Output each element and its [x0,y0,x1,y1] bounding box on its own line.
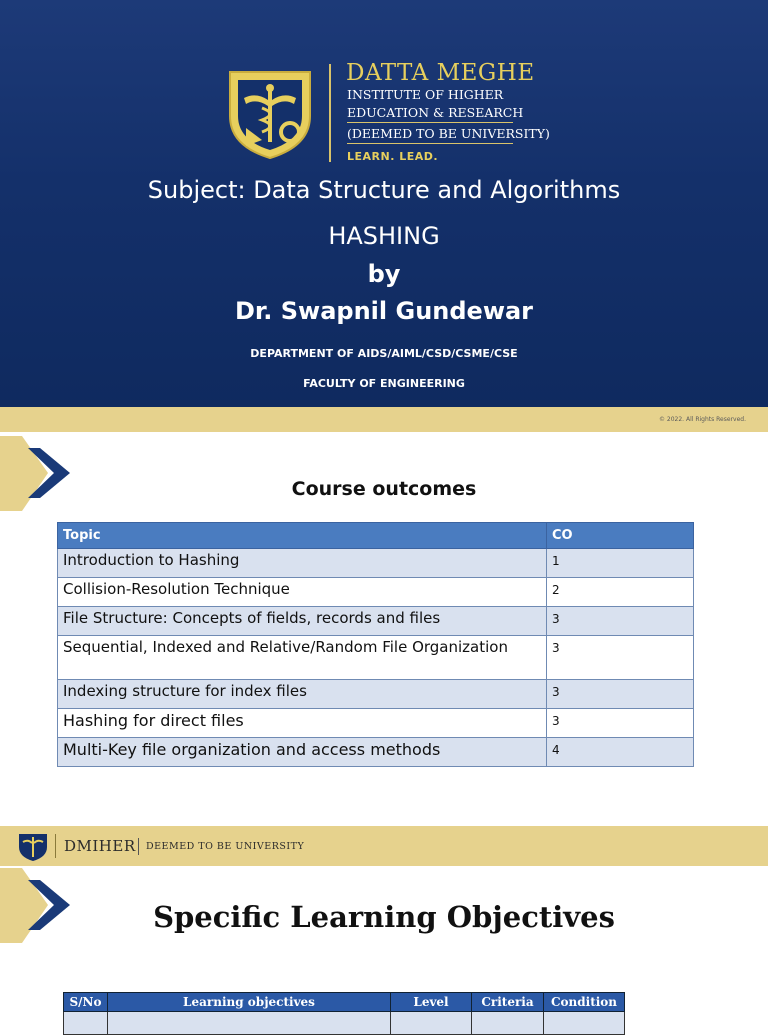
table-row [58,738,694,767]
header-criteria: Criteria [472,993,544,1012]
header-co: CO [547,523,694,549]
topic-cell: Introduction to Hashing [58,549,547,578]
table-row [58,549,694,578]
table-header-row [64,993,625,1012]
empty-cell [472,1012,544,1035]
university-crest-icon [226,68,314,160]
learning-objectives-table [63,992,625,1035]
co-cell: 2 [547,578,694,607]
footer-divider [55,834,56,858]
table-row [58,636,694,680]
table-row [64,1012,625,1035]
co-cell: 3 [547,709,694,738]
co-cell: 1 [547,549,694,578]
course-outcomes-table [57,522,694,767]
by-text: by [367,260,401,288]
topic-cell: Sequential, Indexed and Relative/Random File Organization [58,636,547,680]
footer-subtitle: DEEMED TO BE UNIVERSITY [146,841,305,852]
faculty-text: FACULTY OF ENGINEERING [303,377,465,390]
copyright-text: © 2022. All Rights Reserved. [658,416,746,423]
logo-line-3: (DEEMED TO BE UNIVERSITY) [347,126,550,141]
footer-divider [138,838,139,855]
topic-cell: File Structure: Concepts of fields, records and files [58,607,547,636]
empty-cell [544,1012,625,1035]
university-crest-icon [16,832,50,862]
learning-objectives-title: Specific Learning Objectives [153,900,615,934]
logo-tagline: LEARN. LEAD. [347,150,439,163]
title-slide [0,0,768,407]
table-row [58,578,694,607]
topic-cell: Hashing for direct files [58,709,547,738]
table-row [58,680,694,709]
department-text: DEPARTMENT OF AIDS/AIML/CSD/CSME/CSE [250,347,518,360]
header-learning-objectives: Learning objectives [108,993,391,1012]
header-sno: S/No [64,993,108,1012]
logo-name: DATTA MEGHE [346,60,535,86]
course-outcomes-title: Course outcomes [291,478,477,500]
logo-rule-top [347,122,513,123]
co-cell: 4 [547,738,694,767]
empty-cell [391,1012,472,1035]
header-condition: Condition [544,993,625,1012]
empty-cell [108,1012,391,1035]
subject-title: Subject: Data Structure and Algorithms [147,176,621,204]
topic-title: HASHING [328,222,440,250]
co-cell: 3 [547,636,694,680]
co-cell: 3 [547,607,694,636]
course-outcomes-slide [0,432,768,826]
table-row [58,607,694,636]
topic-cell: Indexing structure for index files [58,680,547,709]
table-row [58,709,694,738]
university-logo [226,60,550,164]
logo-line-1: INSTITUTE OF HIGHER [347,87,504,102]
topic-cell: Multi-Key file organization and access methods [58,738,547,767]
author-name: Dr. Swapnil Gundewar [234,297,534,325]
table-header-row [58,523,694,549]
logo-line-2: EDUCATION & RESEARCH [347,105,524,120]
empty-cell [64,1012,108,1035]
co-cell: 3 [547,680,694,709]
logo-rule-bottom [347,143,513,144]
logo-divider [329,64,331,162]
gold-band [0,407,768,432]
footer-band [0,826,768,866]
footer-brand: DMIHER [64,837,136,855]
header-level: Level [391,993,472,1012]
topic-cell: Collision-Resolution Technique [58,578,547,607]
header-topic: Topic [58,523,547,549]
